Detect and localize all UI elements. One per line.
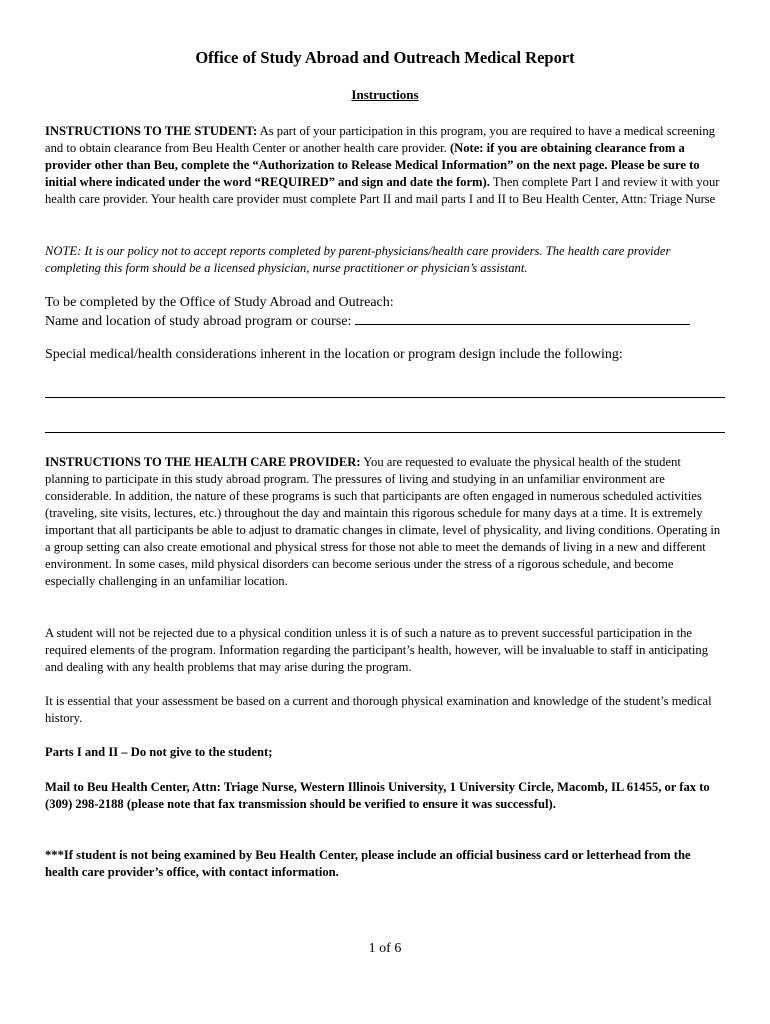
mail-notice-text: Mail to Beu Health Center, Attn: Triage Nurse, Western Illinois University, 1 University Circle, Macomb, IL 61455, or fax to (309) 298-2188 (please note that fax transmission should be verified to ensure it was successful).: [45, 780, 710, 811]
program-name-label: Name and location of study abroad program or course:: [45, 314, 352, 329]
document-title: Office of Study Abroad and Outreach Medical Report: [195, 48, 575, 67]
document-page: [45, 0, 725, 1024]
page-number: 1 of 6: [368, 941, 402, 956]
business-card-notice: [45, 847, 725, 881]
parts-notice: [45, 744, 725, 761]
student-instructions-text: As part of your participation in this program, you are required to have a medical screening and to obtain clearance from Beu Health Center or another health care provider.: [45, 124, 715, 155]
assessment-paragraph: It is essential that your assessment be based on a current and thorough physical examination and knowledge of the student’s medical history.: [45, 694, 712, 725]
considerations-field-line-2[interactable]: [45, 432, 725, 433]
instructions-subtitle: Instructions: [351, 87, 419, 102]
program-name-row: [45, 311, 725, 330]
provider-instructions: [45, 454, 725, 590]
provider-instructions-text: You are requested to evaluate the physical health of the student planning to participate in this study abroad program. The pressures of living and studying in an unfamiliar environment are considerable. In addition, the nature of these programs is such that participants are often engaged in numerous scheduled activities (traveling, site visits, lectures, etc.) throughout the day and maintain this rigorous schedule for many days at a time. It is extremely important that all participants be able to adjust to dramatic changes in climate, level of physicality, and living conditions. Operating in a group setting can also create emotional and physical stress for those not able to meet the demands of living in a new and different environment. In some cases, mild physical disorders can become serious under the stress of a rigorous schedule, and become especially challenging in an unfamiliar location.: [45, 455, 721, 588]
student-instructions-note: (Note: if you are obtaining clearance from a provider other than Beu, complete the “Authorization to Release Medical Information” on the next page. Please be sure to initial where indicated under the word “REQUIRED” and sign and date the form).: [45, 141, 700, 189]
rejection-paragraph: A student will not be rejected due to a physical condition unless it is of such a nature as to prevent successful participation in the required elements of the program. Information regarding the participant’s health, however, will be invaluable to staff in anticipating and dealing with any health problems that may arise during the program.: [45, 626, 709, 674]
considerations-label: Special medical/health considerations inherent in the location or program design include the following:: [45, 347, 623, 362]
business-card-notice-text: ***If student is not being examined by Beu Health Center, please include an official business card or letterhead from the health care provider’s office, with contact information.: [45, 848, 691, 879]
considerations-field-line-1[interactable]: [45, 397, 725, 398]
policy-note: NOTE: It is our policy not to accept reports completed by parent-physicians/health care providers. The health care provider completing this form should be a licensed physician, nurse practitioner or physician’s assistant.: [45, 244, 671, 275]
provider-instructions-heading: INSTRUCTIONS TO THE HEALTH CARE PROVIDER:: [45, 455, 361, 469]
student-instructions-text-2: Then complete Part I and review it with your health care provider. Your health care provider must complete Part II and mail parts I and II to Beu Health Center, Attn: Triage Nurse: [45, 175, 720, 206]
program-name-field[interactable]: [355, 311, 690, 325]
student-instructions: [45, 123, 725, 208]
parts-notice-text: Parts I and II – Do not give to the student;: [45, 745, 273, 759]
office-section-heading: To be completed by the Office of Study Abroad and Outreach:: [45, 295, 394, 310]
mail-notice: [45, 779, 725, 813]
student-instructions-heading: INSTRUCTIONS TO THE STUDENT:: [45, 124, 258, 138]
